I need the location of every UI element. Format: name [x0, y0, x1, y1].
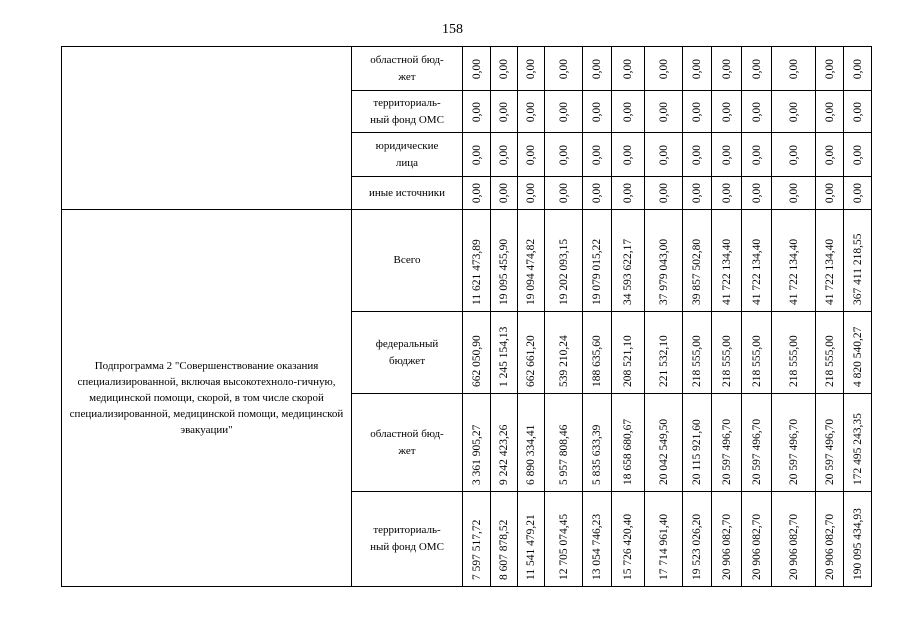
value-cell — [772, 312, 816, 394]
value-text: 662 661,20 — [525, 335, 537, 387]
value-text: 3 361 905,27 — [470, 424, 483, 485]
value-cell — [742, 394, 772, 492]
value-text: 0,00 — [823, 182, 836, 204]
value-cell — [518, 91, 545, 133]
value-cell — [772, 47, 816, 91]
value-cell — [583, 394, 612, 492]
value-text: 0,00 — [470, 182, 483, 204]
value-cell — [463, 210, 491, 312]
value-cell — [772, 91, 816, 133]
value-cell — [712, 394, 742, 492]
table-body — [62, 47, 872, 587]
funding-source-cell: Всего — [352, 210, 463, 312]
value-text: 6 890 334,41 — [525, 424, 537, 485]
value-cell — [645, 210, 683, 312]
value-cell — [612, 394, 645, 492]
value-text: 367 411 218,55 — [851, 233, 864, 305]
value-cell — [583, 312, 612, 394]
value-cell — [612, 492, 645, 587]
value-text: 0,00 — [525, 58, 537, 79]
value-cell — [518, 210, 545, 312]
value-text: 172 495 243,35 — [851, 413, 864, 485]
value-cell — [844, 312, 872, 394]
value-cell — [772, 133, 816, 177]
value-cell — [545, 394, 583, 492]
value-cell — [545, 91, 583, 133]
value-cell — [772, 492, 816, 587]
value-cell — [645, 91, 683, 133]
table-row — [62, 47, 872, 91]
value-cell — [463, 394, 491, 492]
value-text: 0,00 — [498, 101, 510, 122]
value-text: 11 621 473,89 — [470, 239, 483, 305]
value-cell — [772, 394, 816, 492]
program-cell-empty — [62, 47, 352, 210]
value-cell — [712, 47, 742, 91]
value-cell — [816, 492, 844, 587]
value-cell — [612, 91, 645, 133]
funding-source-cell: иные источники — [352, 177, 463, 210]
value-text: 0,00 — [823, 58, 836, 79]
value-text: 0,00 — [750, 144, 763, 165]
value-text: 20 597 496,70 — [823, 418, 836, 485]
value-text: 0,00 — [657, 58, 670, 79]
value-cell — [816, 133, 844, 177]
funding-source-cell: юридические лица — [352, 133, 463, 177]
value-cell — [712, 177, 742, 210]
value-cell — [612, 312, 645, 394]
value-cell — [545, 210, 583, 312]
value-text: 0,00 — [622, 144, 634, 165]
value-cell — [612, 133, 645, 177]
value-text: 5 835 633,39 — [591, 424, 603, 485]
value-cell — [491, 133, 518, 177]
value-text: 20 906 082,70 — [823, 513, 836, 580]
value-cell — [463, 177, 491, 210]
value-text: 0,00 — [720, 101, 733, 122]
value-cell — [683, 177, 712, 210]
value-text: 0,00 — [720, 144, 733, 165]
value-text: 20 597 496,70 — [787, 418, 800, 485]
value-cell — [491, 47, 518, 91]
value-text: 20 906 082,70 — [787, 513, 800, 580]
value-cell — [645, 177, 683, 210]
value-text: 0,00 — [498, 144, 510, 165]
value-cell — [491, 312, 518, 394]
value-cell — [612, 47, 645, 91]
value-text: 9 242 423,26 — [498, 424, 510, 485]
value-text: 0,00 — [525, 101, 537, 122]
value-cell — [645, 133, 683, 177]
value-text: 0,00 — [657, 144, 670, 165]
value-cell — [491, 177, 518, 210]
value-text: 0,00 — [750, 58, 763, 79]
value-cell — [463, 492, 491, 587]
value-cell — [545, 133, 583, 177]
value-cell — [583, 177, 612, 210]
page-number: 158 — [442, 22, 463, 37]
value-cell — [712, 133, 742, 177]
funding-source-cell: областной бюд- жет — [352, 394, 463, 492]
value-text: 0,00 — [622, 58, 634, 79]
value-cell — [742, 312, 772, 394]
value-text: 0,00 — [787, 58, 800, 79]
value-text: 41 722 134,40 — [720, 238, 733, 305]
value-cell — [683, 210, 712, 312]
value-cell — [463, 133, 491, 177]
value-text: 0,00 — [657, 182, 670, 204]
budget-table — [61, 46, 872, 587]
funding-source-cell: областной бюд- жет — [352, 47, 463, 91]
value-text: 218 555,00 — [750, 335, 763, 387]
value-text: 188 635,60 — [591, 335, 603, 387]
value-cell — [712, 492, 742, 587]
value-text: 0,00 — [823, 144, 836, 165]
value-cell — [645, 47, 683, 91]
value-text: 7 597 517,72 — [470, 519, 483, 580]
value-cell — [844, 177, 872, 210]
value-text: 218 555,00 — [691, 335, 703, 387]
value-cell — [491, 210, 518, 312]
value-cell — [712, 210, 742, 312]
value-cell — [518, 394, 545, 492]
value-cell — [545, 177, 583, 210]
value-text: 662 050,90 — [470, 335, 483, 387]
value-text: 4 820 540,27 — [851, 326, 864, 387]
value-cell — [844, 91, 872, 133]
value-text: 0,00 — [691, 144, 703, 165]
value-cell — [816, 177, 844, 210]
value-cell — [612, 210, 645, 312]
value-text: 41 722 134,40 — [823, 238, 836, 305]
value-cell — [742, 492, 772, 587]
value-cell — [683, 91, 712, 133]
value-cell — [816, 312, 844, 394]
value-text: 0,00 — [591, 101, 603, 122]
value-cell — [518, 133, 545, 177]
value-cell — [491, 394, 518, 492]
value-text: 20 906 082,70 — [750, 513, 763, 580]
value-text: 0,00 — [591, 58, 603, 79]
value-text: 0,00 — [591, 182, 603, 204]
value-text: 19 094 474,82 — [525, 238, 537, 305]
value-cell — [816, 394, 844, 492]
program-cell-subprogram-2: Подпрограмма 2 "Совершенствование оказания специализированной, включая высокотехноло-гичную, медицинской помощи, скорой, в том числе скорой специализированной, медицинской помощи, медицинской эвакуации" — [62, 210, 352, 587]
value-cell — [583, 210, 612, 312]
value-text: 0,00 — [851, 58, 864, 79]
value-cell — [844, 492, 872, 587]
value-cell — [742, 47, 772, 91]
value-text: 39 857 502,80 — [691, 238, 703, 305]
value-text: 0,00 — [557, 101, 570, 122]
value-text: 0,00 — [470, 144, 483, 165]
value-text: 0,00 — [851, 144, 864, 165]
value-text: 0,00 — [750, 101, 763, 122]
value-cell — [463, 312, 491, 394]
value-cell — [683, 133, 712, 177]
value-cell — [518, 492, 545, 587]
value-cell — [742, 91, 772, 133]
value-text: 20 115 921,60 — [691, 419, 703, 485]
value-cell — [712, 312, 742, 394]
value-text: 19 079 015,22 — [591, 238, 603, 305]
value-cell — [683, 47, 712, 91]
value-text: 0,00 — [622, 101, 634, 122]
value-text: 19 202 093,15 — [557, 238, 570, 305]
value-text: 41 722 134,40 — [750, 238, 763, 305]
value-cell — [583, 47, 612, 91]
value-cell — [612, 177, 645, 210]
value-cell — [463, 47, 491, 91]
value-text: 13 054 746,23 — [591, 513, 603, 580]
value-text: 17 714 961,40 — [657, 513, 670, 580]
value-cell — [683, 394, 712, 492]
value-cell — [844, 394, 872, 492]
value-text: 0,00 — [787, 144, 800, 165]
value-cell — [683, 312, 712, 394]
value-cell — [645, 312, 683, 394]
value-text: 20 597 496,70 — [720, 418, 733, 485]
value-text: 208 521,10 — [622, 335, 634, 387]
value-text: 0,00 — [470, 58, 483, 79]
value-text: 0,00 — [691, 182, 703, 204]
value-text: 0,00 — [498, 182, 510, 204]
value-text: 0,00 — [851, 182, 864, 204]
value-text: 218 555,00 — [823, 335, 836, 387]
value-text: 20 597 496,70 — [750, 418, 763, 485]
value-text: 1 245 154,13 — [498, 326, 510, 387]
value-text: 19 095 455,90 — [498, 238, 510, 305]
value-text: 0,00 — [498, 58, 510, 79]
value-text: 0,00 — [691, 58, 703, 79]
value-cell — [816, 210, 844, 312]
funding-source-cell: территориаль- ный фонд ОМС — [352, 492, 463, 587]
value-text: 0,00 — [787, 182, 800, 204]
value-text: 0,00 — [657, 101, 670, 122]
value-text: 0,00 — [557, 182, 570, 204]
funding-source-cell: территориаль- ный фонд ОМС — [352, 91, 463, 133]
value-text: 20 906 082,70 — [720, 513, 733, 580]
value-text: 221 532,10 — [657, 335, 670, 387]
value-text: 15 726 420,40 — [622, 513, 634, 580]
value-cell — [491, 492, 518, 587]
table-row — [62, 210, 872, 312]
value-cell — [491, 91, 518, 133]
value-text: 11 541 479,21 — [525, 514, 537, 580]
value-text: 12 705 074,45 — [557, 513, 570, 580]
value-cell — [816, 91, 844, 133]
value-cell — [645, 492, 683, 587]
value-text: 0,00 — [750, 182, 763, 204]
value-cell — [518, 312, 545, 394]
value-text: 0,00 — [691, 101, 703, 122]
value-text: 0,00 — [720, 58, 733, 79]
value-cell — [844, 133, 872, 177]
value-text: 20 042 549,50 — [657, 418, 670, 485]
value-text: 0,00 — [525, 144, 537, 165]
value-cell — [772, 210, 816, 312]
value-text: 0,00 — [525, 182, 537, 204]
value-cell — [583, 133, 612, 177]
value-text: 0,00 — [720, 182, 733, 204]
value-text: 218 555,00 — [720, 335, 733, 387]
value-cell — [844, 47, 872, 91]
value-cell — [463, 91, 491, 133]
value-cell — [545, 312, 583, 394]
value-text: 0,00 — [787, 101, 800, 122]
value-cell — [742, 210, 772, 312]
value-text: 18 658 680,67 — [622, 418, 634, 485]
value-cell — [683, 492, 712, 587]
value-cell — [583, 91, 612, 133]
value-text: 34 593 622,17 — [622, 238, 634, 305]
value-cell — [712, 91, 742, 133]
value-cell — [545, 47, 583, 91]
value-text: 0,00 — [823, 101, 836, 122]
value-text: 0,00 — [557, 144, 570, 165]
funding-source-cell: федеральный бюджет — [352, 312, 463, 394]
value-cell — [645, 394, 683, 492]
value-cell — [742, 133, 772, 177]
value-cell — [742, 177, 772, 210]
value-text: 218 555,00 — [787, 335, 800, 387]
value-cell — [518, 177, 545, 210]
value-text: 0,00 — [851, 101, 864, 122]
value-text: 190 095 434,93 — [851, 508, 864, 580]
value-text: 0,00 — [591, 144, 603, 165]
value-text: 8 607 878,52 — [498, 519, 510, 580]
value-cell — [772, 177, 816, 210]
value-text: 0,00 — [470, 101, 483, 122]
value-text: 19 523 026,20 — [691, 513, 703, 580]
value-cell — [816, 47, 844, 91]
value-cell — [545, 492, 583, 587]
value-cell — [583, 492, 612, 587]
value-text: 0,00 — [557, 58, 570, 79]
value-text: 5 957 808,46 — [557, 424, 570, 485]
value-cell — [518, 47, 545, 91]
value-text: 37 979 043,00 — [657, 238, 670, 305]
value-text: 41 722 134,40 — [787, 238, 800, 305]
value-text: 0,00 — [622, 182, 634, 204]
value-cell — [844, 210, 872, 312]
value-text: 539 210,24 — [557, 335, 570, 387]
